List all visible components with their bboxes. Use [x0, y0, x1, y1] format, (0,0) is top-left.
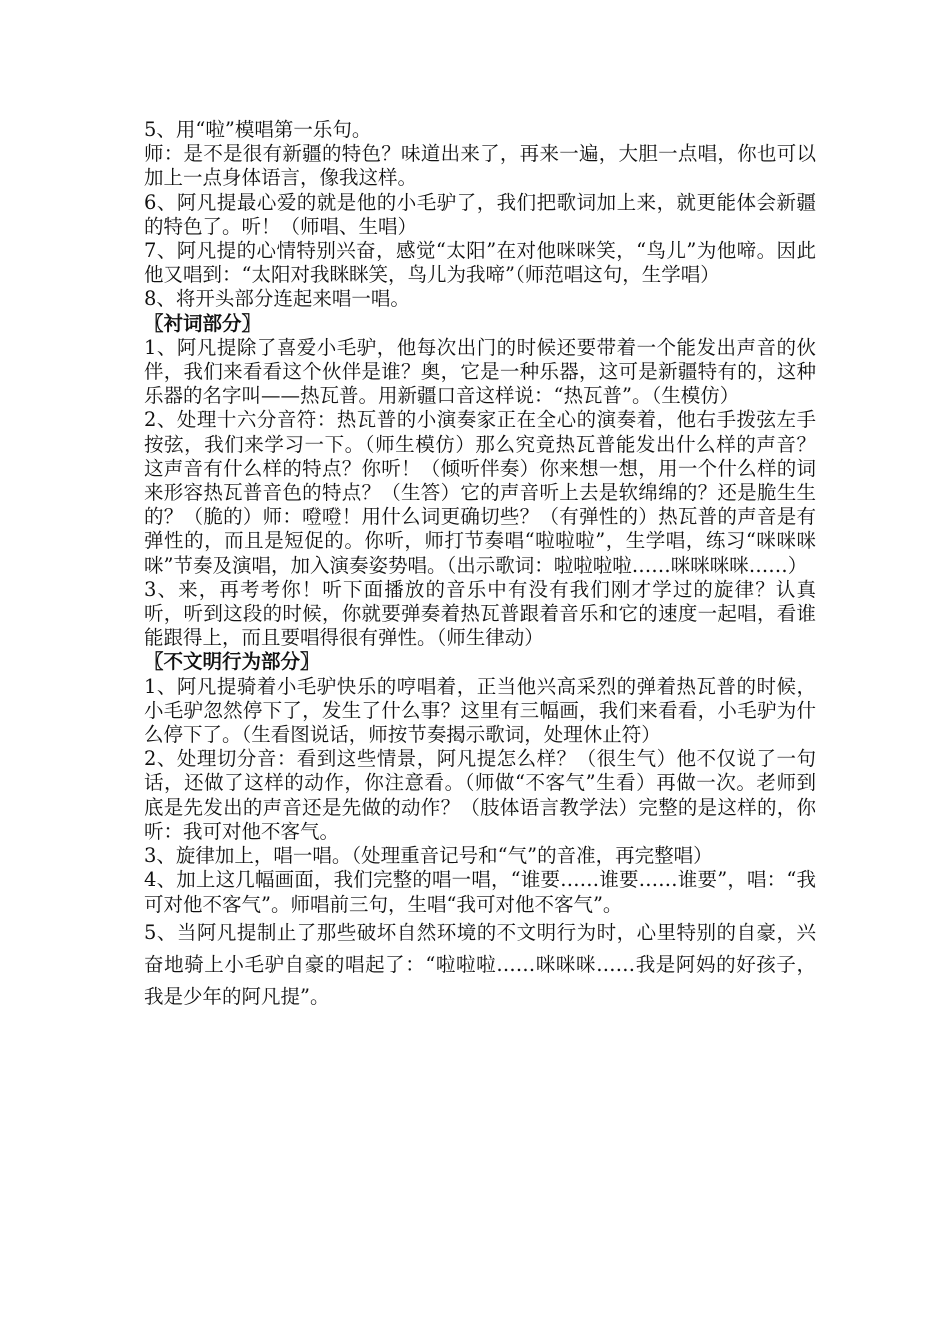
section-heading-filler-words: 〖衬词部分〗	[144, 311, 262, 335]
paragraph-teacher-remark: 师：是不是很有新疆的特色？味道出来了，再来一遍，大胆一点唱，你也可以加上一点身体语言，像我这样。	[144, 142, 816, 190]
paragraph-step-7-sun-bird: 7、阿凡提的心情特别兴奋，感觉“太阳”在对他咪咪笑，“鸟儿”为他啼。因此他又唱到：“太阳对我眯眯笑，鸟儿为我啼”（师范唱这句，生学唱）	[144, 239, 816, 287]
paragraph-step-5-hum: 5、用“啦”模唱第一乐句。	[144, 118, 372, 141]
paragraph-syncopation: 2、处理切分音：看到这些情景，阿凡提怎么样？（很生气）他不仅说了一句话，还做了这样的动作，你注意看。（师做“不客气”生看）再做一次。老师到底是先发出的声音还是先做的动作？（肢体语言教学法）完整的是这样的，你听：我可对他不客气。	[144, 747, 816, 843]
paragraph-full-sing: 4、加上这几幅画面，我们完整的唱一唱，“谁要……谁要……谁要”，唱：“我可对他不客气”。师唱前三句，生唱“我可对他不客气”。	[144, 868, 816, 916]
paragraph-add-melody: 3、旋律加上，唱一唱。（处理重音记号和“气”的音准，再完整唱）	[144, 844, 713, 868]
document-body	[144, 118, 816, 1013]
paragraph-step-8-connect: 8、将开头部分连起来唱一唱。	[144, 287, 410, 311]
section-heading-uncivil-behavior: 〖不文明行为部分〗	[144, 650, 320, 674]
paragraph-rawap-intro: 1、阿凡提除了喜爱小毛驴，他每次出门的时候还要带着一个能发出声音的伙伴，我们来看看这个伙伴是谁？奥，它是一种乐器，这可是新疆特有的，这种乐器的名字叫——热瓦普。用新疆口音这样说：“热瓦普”。（生模仿）	[144, 335, 816, 408]
paragraph-listening-test: 3、来，再考考你！听下面播放的音乐中有没有我们刚才学过的旋律？认真听，听到这段的时候，你就要弹奏着热瓦普跟着音乐和它的速度一起唱，看谁能跟得上，而且要唱得很有弹性。（师生律动）	[144, 577, 816, 650]
paragraph-proud-song: 5、当阿凡提制止了那些破坏自然环境的不文明行为时，心里特别的自豪，兴奋地骑上小毛驴自豪的唱起了：“啦啦啦……咪咪咪……我是阿妈的好孩子，我是少年的阿凡提”。	[144, 920, 816, 1008]
paragraph-donkey-stops: 1、阿凡提骑着小毛驴快乐的哼唱着，正当他兴高采烈的弹着热瓦普的时候，小毛驴忽然停下了，发生了什么事？这里有三幅画，我们来看看，小毛驴为什么停下了。（生看图说话，师按节奏揭示歌词，处理休止符）	[144, 674, 816, 747]
paragraph-step-6-lyrics: 6、阿凡提最心爱的就是他的小毛驴了，我们把歌词加上来，就更能体会新疆的特色了。听！（师唱、生唱）	[144, 190, 816, 238]
paragraph-sixteenth-notes: 2、处理十六分音符：热瓦普的小演奏家正在全心的演奏着，他右手拨弦左手按弦，我们来学习一下。（师生模仿）那么究竟热瓦普能发出什么样的声音？这声音有什么样的特点？你听！（倾听伴奏）你来想一想，用一个什么样的词来形容热瓦普音色的特点？（生答）它的声音听上去是软绵绵的？还是脆生生的？（脆的）师：噔噔！用什么词更确切些？（有弹性的）热瓦普的声音是有弹性的，而且是短促的。你听，师打节奏唱“啦啦啦”，生学唱，练习“咪咪咪咪”节奏及演唱，加入演奏姿势唱。（出示歌词：啦啦啦啦……咪咪咪咪……）	[144, 408, 816, 577]
